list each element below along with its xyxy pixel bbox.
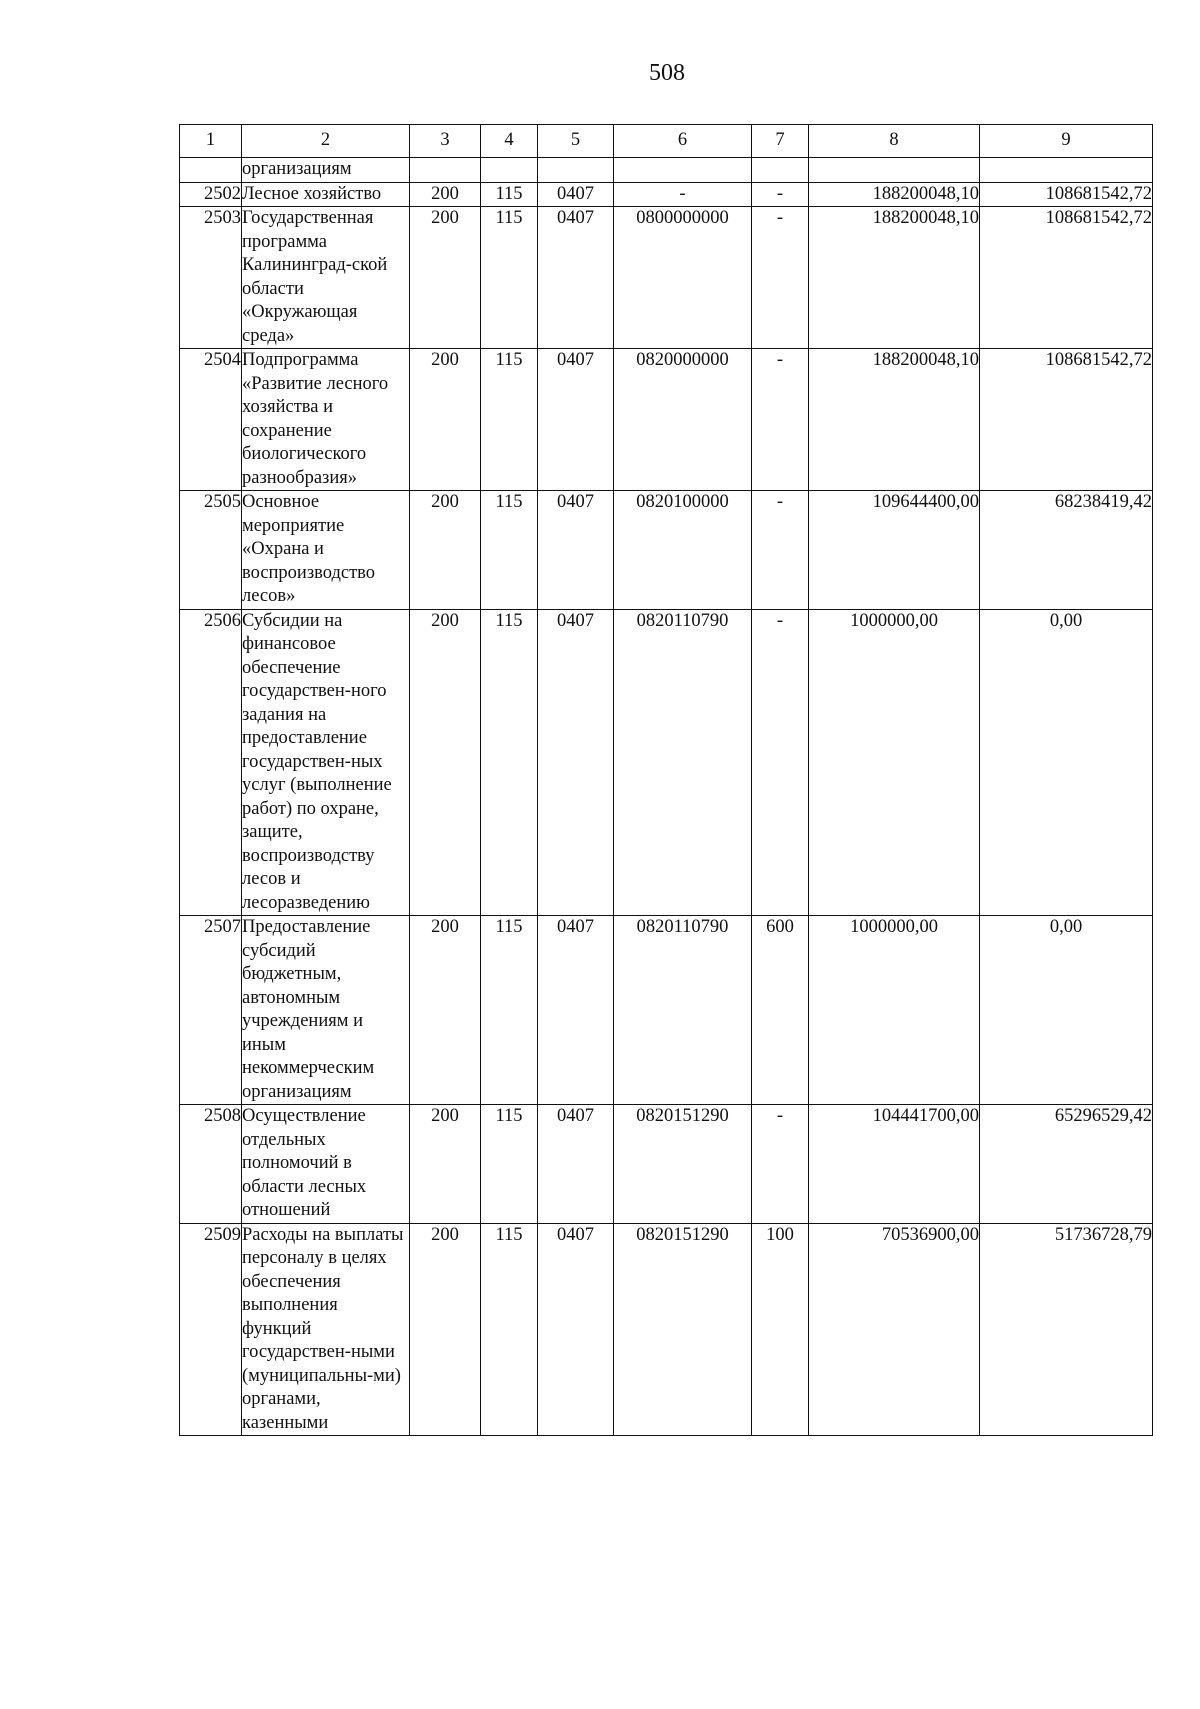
row-name: Расходы на выплаты персоналу в целях обеспечения выполнения функций государствен-ными (муниципальны-ми) органами, казенными [242,1223,410,1436]
col7-cell: - [752,207,809,349]
col3-cell: 200 [410,207,481,349]
row-number: 2509 [180,1223,242,1436]
col8-cell: 104441700,00 [809,1105,980,1224]
table-row [180,182,1153,207]
col8-cell: 188200048,10 [809,349,980,491]
col3-cell: 200 [410,609,481,916]
header-cell: 4 [481,125,538,158]
col7-cell: - [752,349,809,491]
col8-cell [809,158,980,183]
budget-table [179,124,1153,1436]
col8-cell: 1000000,00 [809,609,980,916]
table-row-continuation [180,158,1153,183]
col9-cell: 68238419,42 [980,491,1153,610]
col5-cell: 0407 [538,182,614,207]
row-name: организациям [242,158,410,183]
table-row [180,1105,1153,1224]
row-number: 2502 [180,182,242,207]
col4-cell: 115 [481,1105,538,1224]
col9-cell: 0,00 [980,609,1153,916]
table-row [180,916,1153,1105]
header-cell: 3 [410,125,481,158]
col8-cell: 70536900,00 [809,1223,980,1436]
col6-cell: 0820100000 [614,491,752,610]
col9-cell: 108681542,72 [980,349,1153,491]
col3-cell: 200 [410,1223,481,1436]
header-cell: 9 [980,125,1153,158]
row-name: Лесное хозяйство [242,182,410,207]
row-number: 2504 [180,349,242,491]
col5-cell [538,158,614,183]
col7-cell: 600 [752,916,809,1105]
row-number [180,158,242,183]
col3-cell: 200 [410,182,481,207]
col6-cell: 0820110790 [614,916,752,1105]
col3-cell: 200 [410,916,481,1105]
col5-cell: 0407 [538,1105,614,1224]
row-name: Государственная программа Калининград-ской области «Окружающая среда» [242,207,410,349]
table-row [180,207,1153,349]
table-row [180,1223,1153,1436]
col8-cell: 109644400,00 [809,491,980,610]
row-name: Предоставление субсидий бюджетным, автономным учреждениям и иным некоммерческим организациям [242,916,410,1105]
row-number: 2507 [180,916,242,1105]
col5-cell: 0407 [538,491,614,610]
col7-cell: - [752,182,809,207]
page-number: 508 [649,60,685,86]
col6-cell [614,158,752,183]
col6-cell: 0820110790 [614,609,752,916]
col3-cell: 200 [410,1105,481,1224]
row-number: 2503 [180,207,242,349]
col5-cell: 0407 [538,1223,614,1436]
col4-cell: 115 [481,182,538,207]
col4-cell: 115 [481,349,538,491]
col8-cell: 1000000,00 [809,916,980,1105]
table-row [180,491,1153,610]
row-number: 2505 [180,491,242,610]
col9-cell: 65296529,42 [980,1105,1153,1224]
row-name: Осуществление отдельных полномочий в области лесных отношений [242,1105,410,1224]
col7-cell: 100 [752,1223,809,1436]
col4-cell: 115 [481,609,538,916]
col6-cell: 0820151290 [614,1223,752,1436]
header-cell: 5 [538,125,614,158]
col5-cell: 0407 [538,916,614,1105]
col7-cell: - [752,1105,809,1224]
col4-cell: 115 [481,491,538,610]
col8-cell: 188200048,10 [809,207,980,349]
header-cell: 1 [180,125,242,158]
row-name: Основное мероприятие «Охрана и воспроизводство лесов» [242,491,410,610]
row-name: Субсидии на финансовое обеспечение государствен-ного задания на предоставление государствен-ных услуг (выполнение работ) по охране, защите, воспроизводству лесов и лесоразведению [242,609,410,916]
col9-cell [980,158,1153,183]
header-row [180,125,1153,158]
header-cell: 6 [614,125,752,158]
col3-cell [410,158,481,183]
col6-cell: 0800000000 [614,207,752,349]
header-cell: 7 [752,125,809,158]
col5-cell: 0407 [538,349,614,491]
col6-cell: - [614,182,752,207]
col9-cell: 108681542,72 [980,182,1153,207]
row-number: 2508 [180,1105,242,1224]
col8-cell: 188200048,10 [809,182,980,207]
col9-cell: 51736728,79 [980,1223,1153,1436]
header-cell: 8 [809,125,980,158]
col9-cell: 108681542,72 [980,207,1153,349]
col6-cell: 0820000000 [614,349,752,491]
row-name: Подпрограмма «Развитие лесного хозяйства и сохранение биологического разнообразия» [242,349,410,491]
col4-cell: 115 [481,916,538,1105]
table-row [180,609,1153,916]
row-number: 2506 [180,609,242,916]
table-row [180,349,1153,491]
col4-cell [481,158,538,183]
header-cell: 2 [242,125,410,158]
col4-cell: 115 [481,1223,538,1436]
col7-cell [752,158,809,183]
col3-cell: 200 [410,491,481,610]
col9-cell: 0,00 [980,916,1153,1105]
col6-cell: 0820151290 [614,1105,752,1224]
col3-cell: 200 [410,349,481,491]
col4-cell: 115 [481,207,538,349]
col5-cell: 0407 [538,609,614,916]
col5-cell: 0407 [538,207,614,349]
col7-cell: - [752,491,809,610]
col7-cell: - [752,609,809,916]
